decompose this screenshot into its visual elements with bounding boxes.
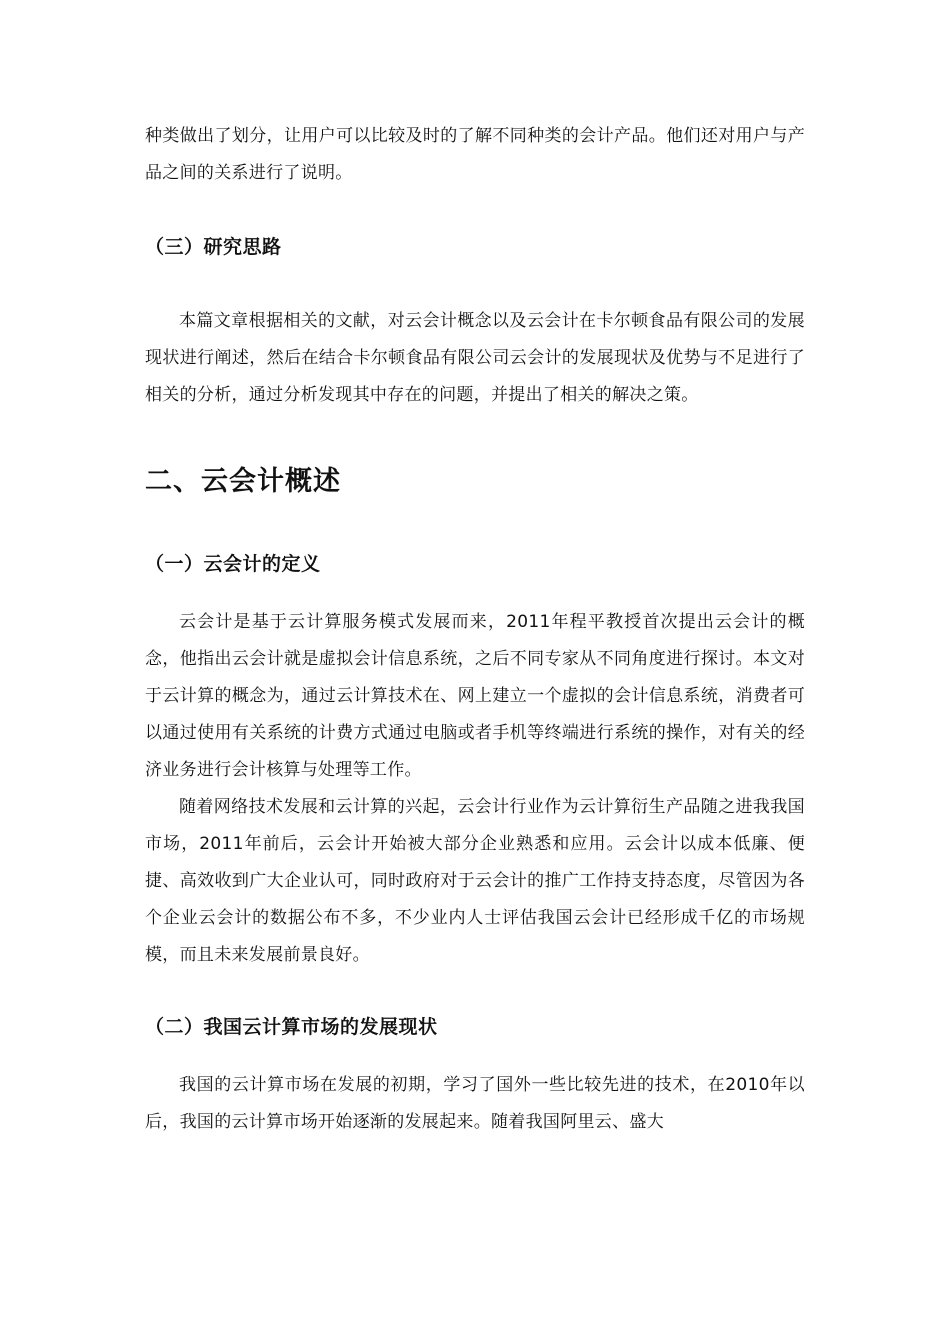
document-page [145,118,805,1141]
paragraph-industry-development: 随着网络技术发展和云计算的兴起，云会计行业作为云计算衍生产品随之进我我国市场，2011年前后，云会计开始被大部分企业熟悉和应用。云会计以成本低廉、便捷、高效收到广大企业认可，同时政府对于云会计的推广工作持支持态度，尽管因为各个企业云会计的数据公布不多，不少业内人士评估我国云会计已经形成千亿的市场规模，而且未来发展前景良好。 [145,797,805,965]
section-heading-definition: （一）云会计的定义 [145,553,321,575]
section-heading-research-approach: （三）研究思路 [145,236,282,258]
paragraph-definition: 云会计是基于云计算服务模式发展而来，2011年程平教授首次提出云会计的概念，他指出云会计就是虚拟会计信息系统，之后不同专家从不同角度进行探讨。本文对于云计算的概念为，通过云计算技术在、网上建立一个虚拟的会计信息系统，消费者可以通过使用有关系统的计费方式通过电脑或者手机等终端进行系统的操作，对有关的经济业务进行会计核算与处理等工作。 [145,612,805,780]
paragraph-research-approach: 本篇文章根据相关的文献，对云会计概念以及云会计在卡尔顿食品有限公司的发展现状进行阐述，然后在结合卡尔顿食品有限公司云会计的发展现状及优势与不足进行了相关的分析，通过分析发现其中存在的问题，并提出了相关的解决之策。 [145,311,805,405]
paragraph-continued: 种类做出了划分，让用户可以比较及时的了解不同种类的会计产品。他们还对用户与产品之间的关系进行了说明。 [145,126,805,183]
section-heading-market-status: （二）我国云计算市场的发展现状 [145,1016,438,1038]
paragraph-market-status: 我国的云计算市场在发展的初期，学习了国外一些比较先进的技术，在2010年以后，我国的云计算市场开始逐渐的发展起来。随着我国阿里云、盛大 [145,1075,805,1132]
chapter-heading-cloud-accounting-overview: 二、云会计概述 [145,466,341,497]
